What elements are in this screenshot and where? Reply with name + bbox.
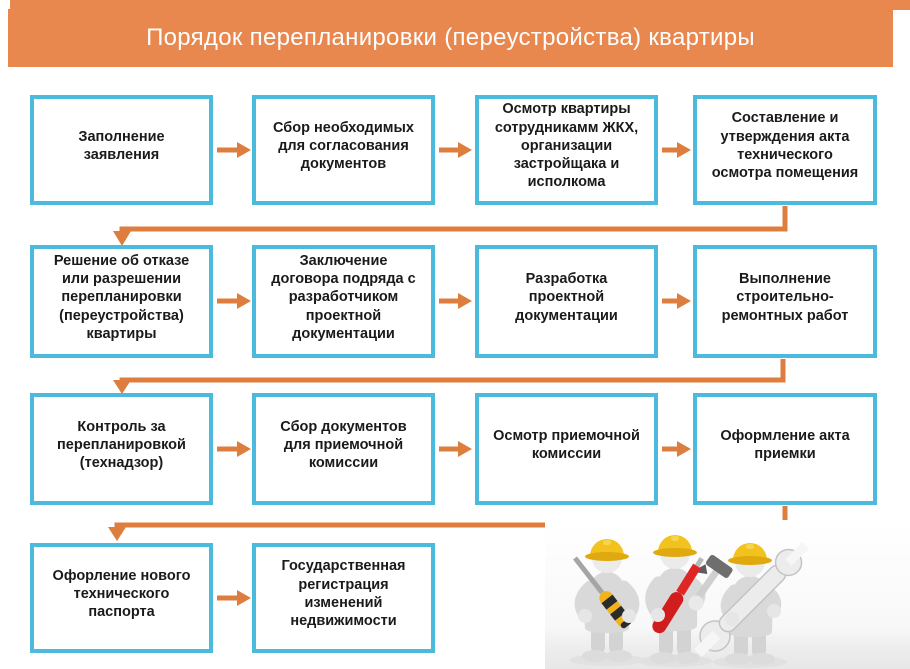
header-banner <box>8 9 893 67</box>
flow-box-r1-c2 <box>252 95 435 205</box>
flow-box-label: Оформление акта приемки <box>720 427 850 462</box>
flow-box-label: Решение об отказе или разрешении перепланировки (переустройства) квартиры <box>53 252 190 342</box>
flow-box-r2-c3 <box>475 245 658 358</box>
flow-box-r3-c3 <box>475 393 658 505</box>
flow-box-r3-c2 <box>252 393 435 505</box>
flow-box-label: Разработка проектной документации <box>515 271 618 324</box>
flow-box-label: Осмотр приемочной комиссии <box>493 427 640 462</box>
flow-box-r1-c1 <box>30 95 213 205</box>
flow-box-r4-c1 <box>30 543 213 653</box>
flow-box-r1-c3 <box>475 95 658 205</box>
flow-box-r4-c2 <box>252 543 435 653</box>
flow-box-r2-c1 <box>30 245 213 358</box>
flow-box-label: Составление и утверждения акта технического осмотра помещения <box>711 110 859 182</box>
flow-box-label: Офорление нового технического паспорта <box>52 567 191 621</box>
flow-box-label: Заполнение заявления <box>78 128 165 163</box>
flow-box-r1-c4 <box>693 95 877 205</box>
flow-box-label: Государственная регистрация изменений недвижимости <box>281 558 406 630</box>
flow-box-label: Выполнение строительно-ремонтных работ <box>721 271 849 324</box>
flow-box-r2-c2 <box>252 245 435 358</box>
flow-box-label: Заключение договора подряда с разработчиком проектной документации <box>271 252 416 342</box>
page-title: Порядок перепланировки (переустройства) квартиры <box>146 24 755 51</box>
flow-box-label: Осмотр квартиры сотрудникамм ЖКХ, организации застройщака и исполкома <box>494 101 639 191</box>
workers-illustration <box>545 520 910 669</box>
flow-box-label: Сбор документов для приемочной комиссии <box>280 418 407 472</box>
flow-box-r3-c1 <box>30 393 213 505</box>
flow-box-label: Контроль за перепланировкой (технадзор) <box>57 418 186 472</box>
flow-box-r2-c4 <box>693 245 877 358</box>
flow-box-r3-c4 <box>693 393 877 505</box>
flow-box-label: Сбор необходимых для согласования документов <box>273 119 414 173</box>
